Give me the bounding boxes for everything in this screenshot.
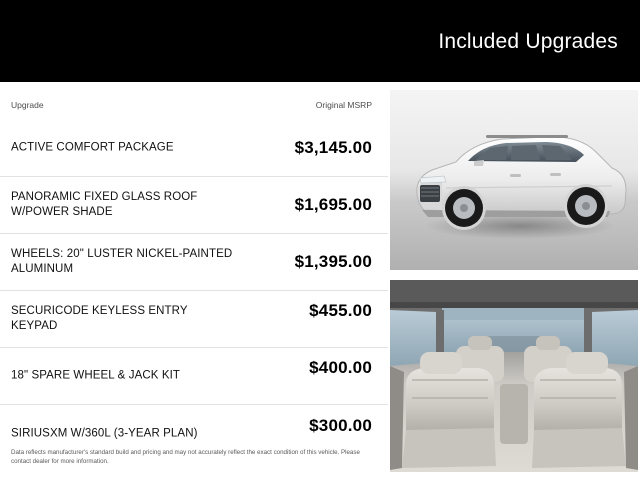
table-row	[0, 120, 388, 177]
vehicle-photos	[388, 82, 640, 480]
upgrade-price: $1,395.00	[294, 252, 372, 271]
suv-illustration	[390, 90, 638, 270]
column-header-upgrade: Upgrade	[11, 100, 44, 110]
table-column-headers	[0, 100, 388, 114]
upgrade-price: $1,695.00	[294, 195, 372, 214]
table-row	[0, 234, 388, 291]
page-content	[0, 82, 640, 480]
interior-illustration	[390, 280, 638, 472]
page-header	[0, 0, 640, 82]
upgrade-price: $300.00	[309, 415, 372, 435]
column-header-msrp: Original MSRP	[315, 100, 372, 110]
upgrade-price: $3,145.00	[294, 138, 372, 157]
table-row	[0, 348, 388, 405]
table-row	[0, 177, 388, 234]
upgrade-name: PANORAMIC FIXED GLASS ROOF W/POWER SHADE	[11, 191, 198, 218]
disclaimer-text: Data reflects manufacturer's standard build and pricing and may not accurately reflect the exact condition of this vehicle. Please contact dealer for more information.	[11, 449, 360, 465]
table-row	[0, 291, 388, 348]
upgrades-table	[0, 82, 388, 480]
upgrade-name: 18" SPARE WHEEL & JACK KIT	[11, 369, 181, 382]
upgrade-price: $400.00	[309, 358, 372, 378]
vehicle-interior-photo	[390, 280, 638, 472]
vehicle-exterior-photo	[390, 90, 638, 270]
upgrade-name: SIRIUSXM W/360L (3-YEAR PLAN)	[11, 427, 198, 439]
table-rows	[0, 120, 388, 462]
upgrade-price: $455.00	[309, 301, 372, 321]
upgrade-name: ACTIVE COMFORT PACKAGE	[11, 141, 174, 154]
upgrade-name: WHEELS: 20" LUSTER NICKEL-PAINTED ALUMINUM	[11, 248, 233, 275]
page-title: Included Upgrades	[438, 29, 618, 53]
upgrade-name: SECURICODE KEYLESS ENTRY KEYPAD	[11, 305, 188, 332]
